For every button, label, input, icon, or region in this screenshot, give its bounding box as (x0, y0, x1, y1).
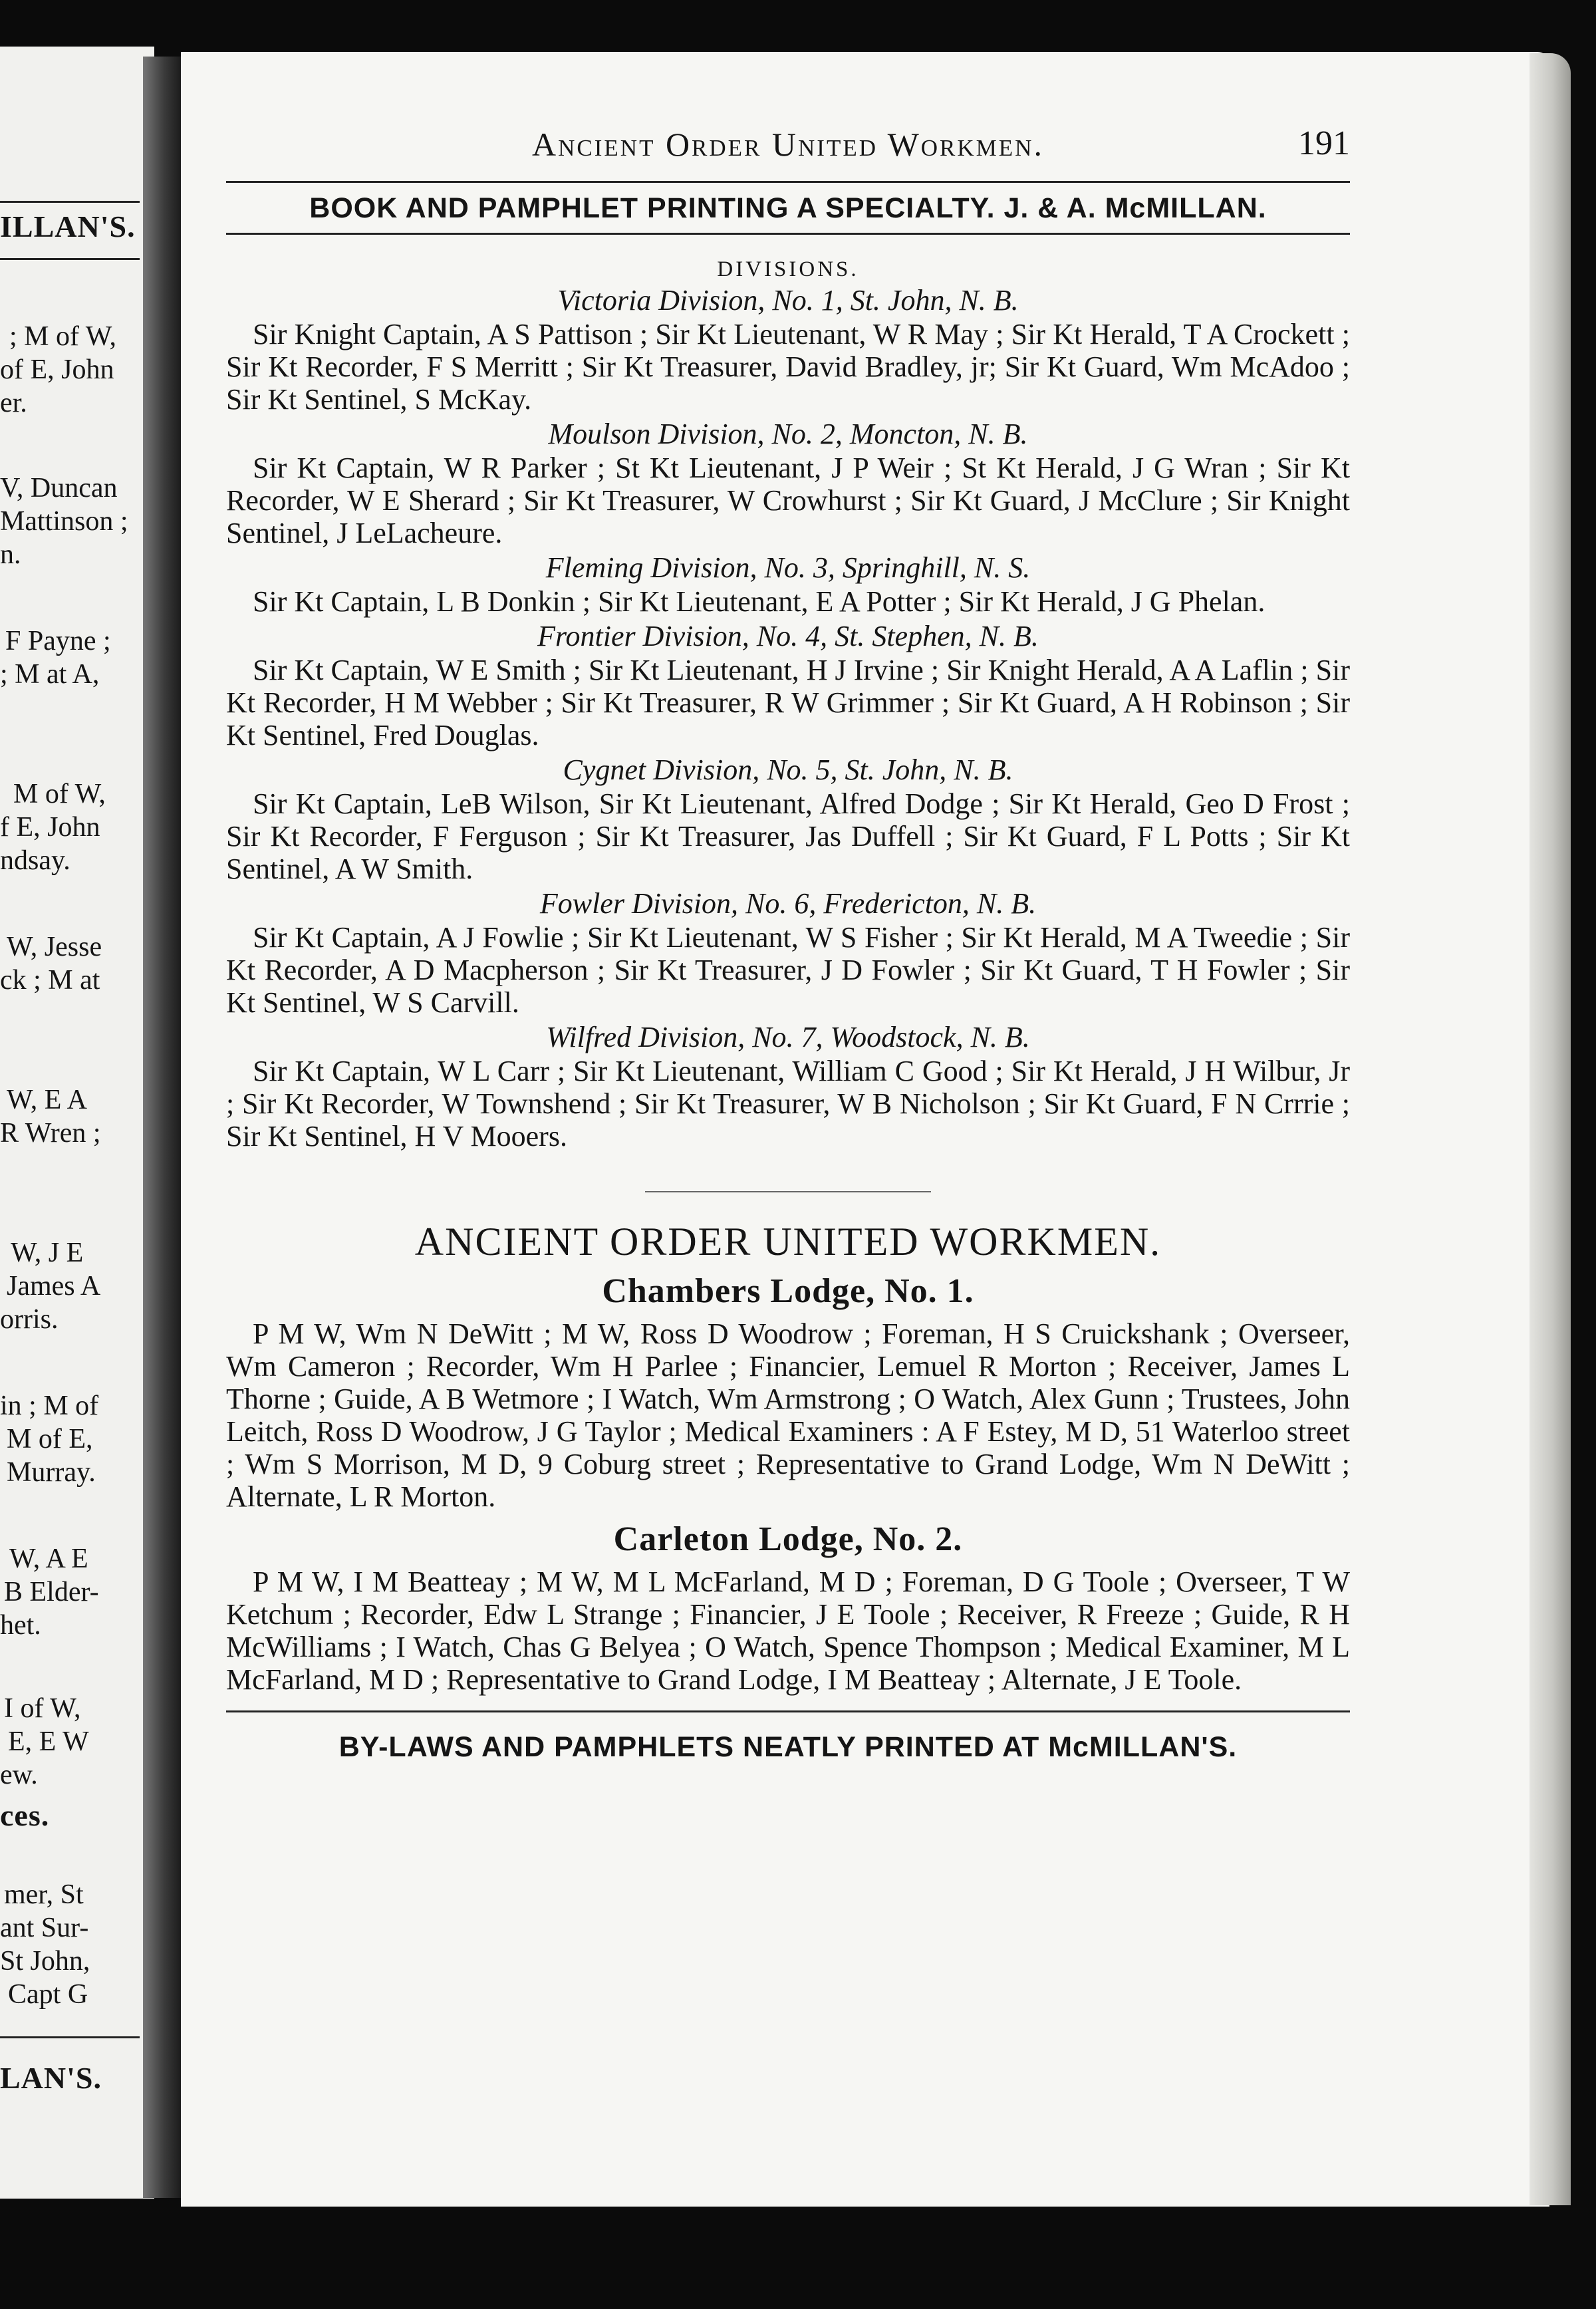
lodge-officers: P M W, Wm N DeWitt ; M W, Ross D Woodrow ; Foreman, H S Cruickshank ; Overseer, Wm Cameron ; Recorder, Wm H Parlee ; Financier, Lemuel R Morton ; Receiver, James L Thorne ; Guide, A B Wetmore ; I Watch, Wm Armstrong ; O Watch, Alex Gunn ; Trustees, John Leitch, Ross D Woodrow, J G Taylor ; Medical Examiners : A F Estey, M D, 51 Waterloo street ; Wm S Morrison, M D, 9 Coburg street ; Representative to Grand Lodge, Wm N DeWitt ; Alternate, L R Morton. (226, 1317, 1350, 1513)
division-entry (226, 619, 1350, 751)
division-officers: Sir Kt Captain, LeB Wilson, Sir Kt Lieutenant, Alfred Dodge ; Sir Kt Herald, Geo D Frost ; Sir Kt Recorder, F Ferguson ; Sir Kt Treasurer, Jas Duffell ; Sir Kt Guard, F L Potts ; Sir Kt Sentinel, A W Smith. (226, 787, 1350, 885)
facing-page-fragment: W, Jesse (7, 932, 102, 962)
facing-page-fragment: E, E W (8, 1726, 89, 1757)
division-officers: Sir Kt Captain, L B Donkin ; Sir Kt Lieutenant, E A Potter ; Sir Kt Herald, J G Phelan. (253, 585, 1265, 618)
facing-page-fragment: ew. (0, 1760, 38, 1790)
top-advertisement: BOOK AND PAMPHLET PRINTING A SPECIALTY. J. & A. McMILLAN. (309, 192, 1267, 224)
facing-page-fragment: orris. (0, 1304, 59, 1335)
footer-rule (226, 1710, 1350, 1712)
facing-page-fragment: R Wren ; (0, 1118, 101, 1149)
division-name: Frontier Division, No. 4, St. Stephen, N. B. (537, 620, 1039, 652)
page-content (226, 118, 1350, 1764)
facing-page-fragment: ck ; M at (0, 965, 100, 996)
division-officers: Sir Kt Captain, W L Carr ; Sir Kt Lieutenant, William C Good ; Sir Kt Herald, J H Wilbur, Jr ; Sir Kt Recorder, W Townshend ; Sir Kt Treasurer, W B Nicholson ; Sir Kt Guard, F N Crrrie ; Sir Kt Sentinel, H V Mooers. (226, 1055, 1350, 1153)
running-head (226, 118, 1350, 174)
lodge-name: Chambers Lodge, No. 1. (602, 1272, 974, 1310)
facing-page-fragment: ; M of W, (9, 321, 117, 352)
facing-page-fragment: er. (0, 388, 27, 418)
divisions-heading: DIVISIONS. (717, 257, 859, 281)
facing-page (0, 47, 154, 2199)
division-name: Victoria Division, No. 1, St. John, N. B. (557, 284, 1019, 317)
division-entry (226, 1020, 1350, 1153)
facing-page-fragment: Murray. (7, 1457, 96, 1488)
facing-page-fragment: n. (0, 539, 21, 570)
facing-page-fragment: B Elder- (4, 1577, 99, 1607)
division-entry (226, 551, 1350, 618)
facing-page-fragment: in ; M of (0, 1391, 99, 1421)
lodge-entry (226, 1520, 1350, 1696)
facing-page-fragment: of E, John (0, 354, 114, 385)
facing-page-fragment: M of E, (7, 1424, 93, 1454)
facing-page-fragment: W, E A (7, 1085, 87, 1115)
facing-page-fragment: f E, John (0, 812, 100, 843)
facing-page-fragment: mer, St (4, 1879, 84, 1910)
header-bottom-rule (226, 233, 1350, 235)
division-officers: Sir Kt Captain, W R Parker ; St Kt Lieutenant, J P Weir ; St Kt Herald, J G Wran ; Sir Kt Recorder, W E Sherard ; Sir Kt Treasurer, W Crowhurst ; Sir Kt Guard, J McClure ; Sir Knight Sentinel, J LeLacheure. (226, 452, 1350, 549)
facing-page-fragment: het. (0, 1610, 41, 1641)
section-title: ANCIENT ORDER UNITED WORKMEN. (414, 1220, 1162, 1264)
facing-page-rule (0, 258, 140, 260)
facing-page-fragment: F Payne ; (5, 626, 111, 656)
facing-page-top-rule (0, 201, 140, 203)
page-edge (1530, 53, 1571, 2205)
facing-page-bottom-rule (0, 2036, 140, 2038)
facing-page-fragment: James A (7, 1271, 101, 1301)
facing-page-fragment: V, Duncan (0, 473, 118, 503)
facing-page-fragment: LAN'S. (0, 2061, 102, 2095)
facing-page-fragment: ces. (0, 1798, 50, 1832)
division-name: Moulson Division, No. 2, Moncton, N. B. (548, 418, 1028, 450)
facing-page-fragment: I of W, (4, 1693, 81, 1724)
footer-advertisement: BY-LAWS AND PAMPHLETS NEATLY PRINTED AT McMILLAN'S. (338, 1731, 1238, 1763)
facing-page-fragment: M of W, (13, 779, 106, 809)
lodge-officers: P M W, I M Beatteay ; M W, M L McFarland, M D ; Foreman, D G Toole ; Overseer, T W Ketchum ; Recorder, Edw L Strange ; Financier, J E Toole ; Receiver, R Freeze ; Guide, R H McWilliams ; I Watch, Chas G Belyea ; O Watch, Spence Thompson ; Medical Examiner, M L McFarland, M D ; Representative to Grand Lodge, I M Beatteay ; Alternate, J E Toole. (226, 1565, 1350, 1696)
facing-page-fragment: St John, (0, 1946, 90, 1976)
section-divider (645, 1191, 931, 1192)
lodge-name: Carleton Lodge, No. 2. (613, 1520, 963, 1558)
lodge-entry (226, 1272, 1350, 1513)
division-entry (226, 417, 1350, 549)
division-entry (226, 886, 1350, 1019)
division-name: Fowler Division, No. 6, Fredericton, N. B. (539, 887, 1037, 920)
division-officers: Sir Kt Captain, A J Fowlie ; Sir Kt Lieutenant, W S Fisher ; Sir Kt Herald, M A Tweedie ; Sir Kt Recorder, A D Macpherson ; Sir Kt Treasurer, J D Fowler ; Sir Kt Guard, T H Fowler ; Sir Kt Sentinel, W S Carvill. (226, 921, 1350, 1019)
facing-page-fragment: ILLAN'S. (0, 209, 136, 243)
division-officers: Sir Kt Captain, W E Smith ; Sir Kt Lieutenant, H J Irvine ; Sir Knight Herald, A A Laflin ; Sir Kt Recorder, H M Webber ; Sir Kt Treasurer, R W Grimmer ; Sir Kt Guard, A H Robinson ; Sir Kt Sentinel, Fred Douglas. (226, 654, 1350, 751)
division-entry (226, 283, 1350, 416)
book-gutter-shadow (143, 57, 182, 2198)
facing-page-fragment: W, J E (11, 1238, 84, 1268)
running-head-title: Ancient Order United Workmen. (532, 126, 1044, 163)
facing-page-fragment: ; M at A, (0, 659, 100, 690)
division-officers: Sir Knight Captain, A S Pattison ; Sir Kt Lieutenant, W R May ; Sir Kt Herald, T A Crockett ; Sir Kt Recorder, F S Merritt ; Sir Kt Treasurer, David Bradley, jr; Sir Kt Guard, Wm McAdoo ; Sir Kt Sentinel, S McKay. (226, 318, 1350, 416)
division-name: Cygnet Division, No. 5, St. John, N. B. (563, 753, 1013, 786)
division-name: Fleming Division, No. 3, Springhill, N. S. (545, 551, 1031, 584)
facing-page-fragment: ndsay. (0, 845, 70, 876)
division-entry (226, 753, 1350, 885)
division-name: Wilfred Division, No. 7, Woodstock, N. B. (546, 1021, 1030, 1053)
page-number: 191 (1298, 124, 1350, 162)
facing-page-fragment: Capt G (8, 1979, 88, 2010)
facing-page-fragment: W, A E (9, 1544, 88, 1574)
facing-page-fragment: ant Sur- (0, 1913, 89, 1943)
facing-page-fragment: Mattinson ; (0, 506, 128, 537)
